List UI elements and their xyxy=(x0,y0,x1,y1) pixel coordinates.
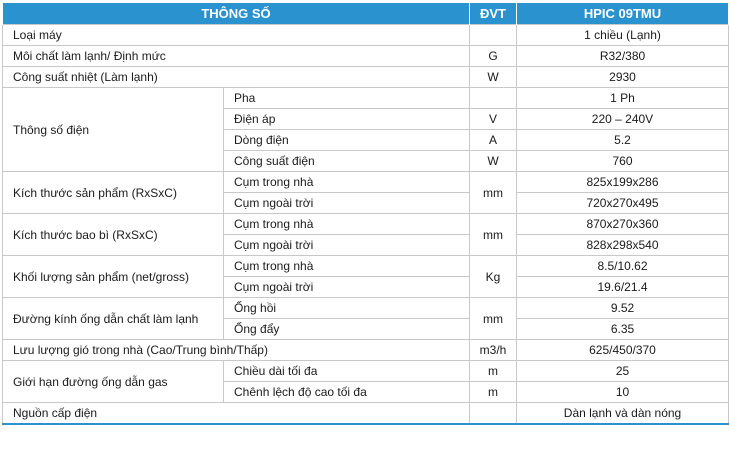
row-value: 828x298x540 xyxy=(517,235,729,256)
row-value: 25 xyxy=(517,361,729,382)
group-label: Khối lượng sản phẩm (net/gross) xyxy=(3,256,224,298)
table-header-row xyxy=(3,3,729,25)
row-sublabel: Cụm ngoài trời xyxy=(224,193,470,214)
row-sublabel: Cụm ngoài trời xyxy=(224,277,470,298)
row-value: 2930 xyxy=(517,67,729,88)
group-label: Đường kính ống dẫn chất làm lạnh xyxy=(3,298,224,340)
row-value: 870x270x360 xyxy=(517,214,729,235)
row-sublabel: Ống đẩy xyxy=(224,319,470,340)
table-row xyxy=(3,298,729,319)
row-label: Nguồn cấp điện xyxy=(3,403,470,425)
header-model: HPIC 09TMU xyxy=(517,3,729,25)
row-unit: V xyxy=(470,109,517,130)
row-value: 720x270x495 xyxy=(517,193,729,214)
row-value: 6.35 xyxy=(517,319,729,340)
row-unit: Kg xyxy=(470,256,517,298)
row-unit: mm xyxy=(470,298,517,340)
row-sublabel: Ống hồi xyxy=(224,298,470,319)
row-label: Lưu lượng gió trong nhà (Cao/Trung bình/Thấp) xyxy=(3,340,470,361)
table-row xyxy=(3,256,729,277)
row-unit xyxy=(470,88,517,109)
row-value: 625/450/370 xyxy=(517,340,729,361)
row-value: Dàn lạnh và dàn nóng xyxy=(517,403,729,425)
row-value: R32/380 xyxy=(517,46,729,67)
group-label: Kích thước sản phẩm (RxSxC) xyxy=(3,172,224,214)
row-unit: W xyxy=(470,67,517,88)
row-value: 10 xyxy=(517,382,729,403)
row-label: Môi chất làm lạnh/ Định mức xyxy=(3,46,470,67)
row-value: 1 chiều (Lạnh) xyxy=(517,25,729,46)
row-sublabel: Cụm trong nhà xyxy=(224,214,470,235)
table-row xyxy=(3,214,729,235)
table-row xyxy=(3,361,729,382)
row-label: Công suất nhiệt (Làm lạnh) xyxy=(3,67,470,88)
row-value: 825x199x286 xyxy=(517,172,729,193)
group-label: Kích thước bao bì (RxSxC) xyxy=(3,214,224,256)
table-row xyxy=(3,46,729,67)
row-unit: mm xyxy=(470,172,517,214)
group-label: Thông số điện xyxy=(3,88,224,172)
spec-table xyxy=(2,3,729,425)
row-unit xyxy=(470,403,517,425)
row-sublabel: Công suất điện xyxy=(224,151,470,172)
row-sublabel: Chiều dài tối đa xyxy=(224,361,470,382)
row-unit: mm xyxy=(470,214,517,256)
table-row xyxy=(3,340,729,361)
table-row xyxy=(3,403,729,425)
row-sublabel: Cụm ngoài trời xyxy=(224,235,470,256)
row-sublabel: Điện áp xyxy=(224,109,470,130)
row-sublabel: Chênh lệch độ cao tối đa xyxy=(224,382,470,403)
table-row xyxy=(3,88,729,109)
group-label: Giới hạn đường ống dẫn gas xyxy=(3,361,224,403)
row-label: Loại máy xyxy=(3,25,470,46)
row-unit xyxy=(470,25,517,46)
row-sublabel: Cụm trong nhà xyxy=(224,172,470,193)
row-unit: m xyxy=(470,361,517,382)
row-unit: W xyxy=(470,151,517,172)
row-unit: m xyxy=(470,382,517,403)
row-value: 9.52 xyxy=(517,298,729,319)
header-unit: ĐVT xyxy=(470,3,517,25)
row-value: 760 xyxy=(517,151,729,172)
table-row xyxy=(3,172,729,193)
row-sublabel: Dòng điện xyxy=(224,130,470,151)
row-unit: A xyxy=(470,130,517,151)
row-unit: m3/h xyxy=(470,340,517,361)
row-value: 8.5/10.62 xyxy=(517,256,729,277)
header-param: THÔNG SỐ xyxy=(3,3,470,25)
row-value: 19.6/21.4 xyxy=(517,277,729,298)
table-row xyxy=(3,25,729,46)
row-unit: G xyxy=(470,46,517,67)
table-row xyxy=(3,67,729,88)
row-value: 5.2 xyxy=(517,130,729,151)
row-value: 220 – 240V xyxy=(517,109,729,130)
row-sublabel: Cụm trong nhà xyxy=(224,256,470,277)
row-sublabel: Pha xyxy=(224,88,470,109)
row-value: 1 Ph xyxy=(517,88,729,109)
